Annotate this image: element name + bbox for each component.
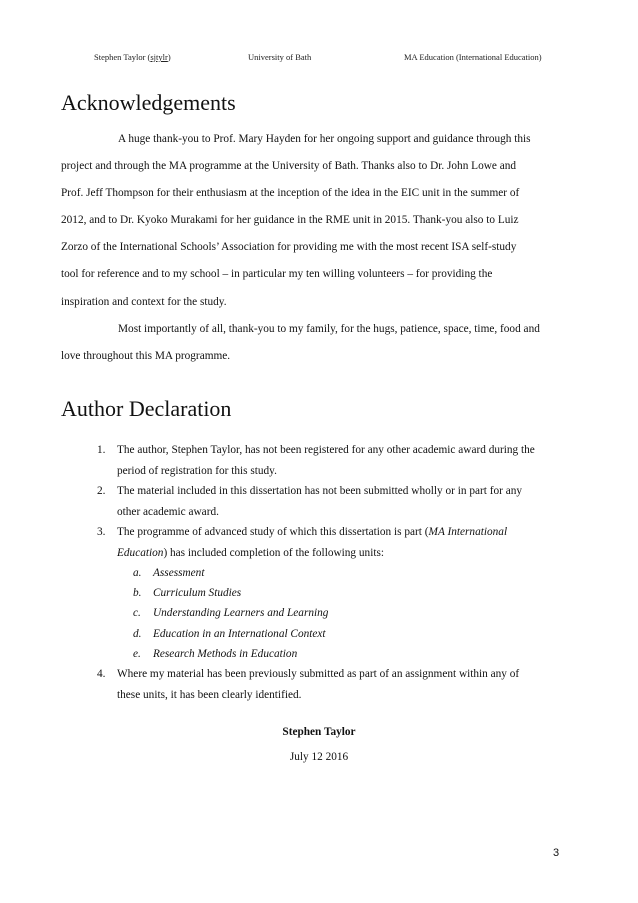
units-list: [117, 563, 587, 664]
unit-letter: a.: [133, 567, 142, 579]
declaration-item-text: [117, 543, 587, 564]
paragraph-line: Prof. Jeff Thompson for their enthusiasm at the inception of the idea in the EIC unit in the summer of: [61, 187, 520, 200]
unit-name: Curriculum Studies: [153, 587, 242, 600]
unit-name: Understanding Learners and Learning: [153, 607, 329, 620]
paragraph-line: Most importantly of all, thank-you to my family, for the hugs, patience, space, time, food and: [118, 323, 540, 335]
declaration-text-part: The programme of advanced study of which this dissertation is part (: [117, 526, 429, 538]
paragraph-line: project and through the MA programme at the University of Bath. Thanks also to Dr. John Lowe and: [61, 160, 517, 173]
degree-name-italic: Education: [117, 546, 164, 559]
declaration-item: [61, 522, 587, 664]
signature-date: July 12 2016: [289, 751, 349, 763]
unit-letter: c.: [133, 607, 141, 620]
unit-name: Education in an International Context: [153, 627, 326, 640]
declaration-item-text: these units, it has been clearly identified.: [117, 688, 302, 701]
unit-item: [117, 603, 587, 623]
declaration-item-text: [117, 522, 587, 543]
declaration-item-text: other academic award.: [117, 505, 219, 518]
header-programme: MA Education (International Education): [404, 52, 542, 62]
paragraph-line: Zorzo of the International Schools’ Association for providing me with the most recent ISA self-study: [61, 241, 517, 254]
declaration-list: [61, 440, 587, 705]
signature-name: Stephen Taylor: [282, 726, 356, 738]
declaration-item-number: 3.: [97, 526, 106, 538]
acknowledgements-heading: Acknowledgements: [61, 90, 236, 115]
paragraph-line: 2012, and to Dr. Kyoko Murakami for her guidance in the RME unit in 2015. Thank-you also to Luiz: [61, 214, 519, 227]
header-author-handle: sjtylr: [150, 52, 168, 62]
header-author: [94, 52, 171, 62]
declaration-item-text: The material included in this dissertation has not been submitted wholly or in part for any: [117, 485, 523, 497]
paragraph-line: tool for reference and to my school – in particular my ten willing volunteers – for providing the: [61, 268, 493, 281]
unit-letter: d.: [133, 627, 142, 640]
acknowledgements-paragraph-2: [61, 316, 577, 370]
header-university: University of Bath: [248, 52, 312, 62]
declaration-item-number: 4.: [97, 668, 106, 681]
declaration-item-text: period of registration for this study.: [117, 464, 277, 477]
unit-item: [117, 624, 587, 644]
unit-item: [117, 563, 587, 583]
declaration-item-number: 2.: [97, 485, 106, 497]
header-author-suffix: ): [167, 52, 171, 62]
declaration-item: [61, 440, 587, 481]
unit-name: Research Methods in Education: [153, 647, 298, 660]
unit-letter: e.: [133, 647, 141, 660]
author-declaration-heading: Author Declaration: [61, 396, 232, 421]
declaration-item: [61, 481, 587, 522]
declaration-item: [61, 664, 587, 705]
unit-item: [117, 583, 587, 603]
unit-item: [117, 644, 587, 664]
declaration-text-part: ) has included completion of the following units:: [163, 546, 385, 559]
declaration-item-text: Where my material has been previously submitted as part of an assignment within any of: [117, 668, 520, 681]
header-author-prefix: Stephen Taylor (: [94, 52, 151, 62]
declaration-item-text: The author, Stephen Taylor, has not been registered for any other academic award during the: [117, 444, 535, 456]
declaration-item-number: 1.: [97, 444, 106, 456]
paragraph-line: inspiration and context for the study.: [61, 295, 227, 308]
paragraph-line: love throughout this MA programme.: [61, 350, 231, 363]
unit-letter: b.: [133, 587, 142, 600]
unit-name: Assessment: [153, 567, 205, 579]
degree-name-italic: MA International: [428, 526, 508, 538]
paragraph-line: A huge thank-you to Prof. Mary Hayden for her ongoing support and guidance through this: [118, 133, 531, 145]
acknowledgements-paragraph-1: [61, 126, 577, 316]
page-number: 3: [553, 847, 560, 859]
